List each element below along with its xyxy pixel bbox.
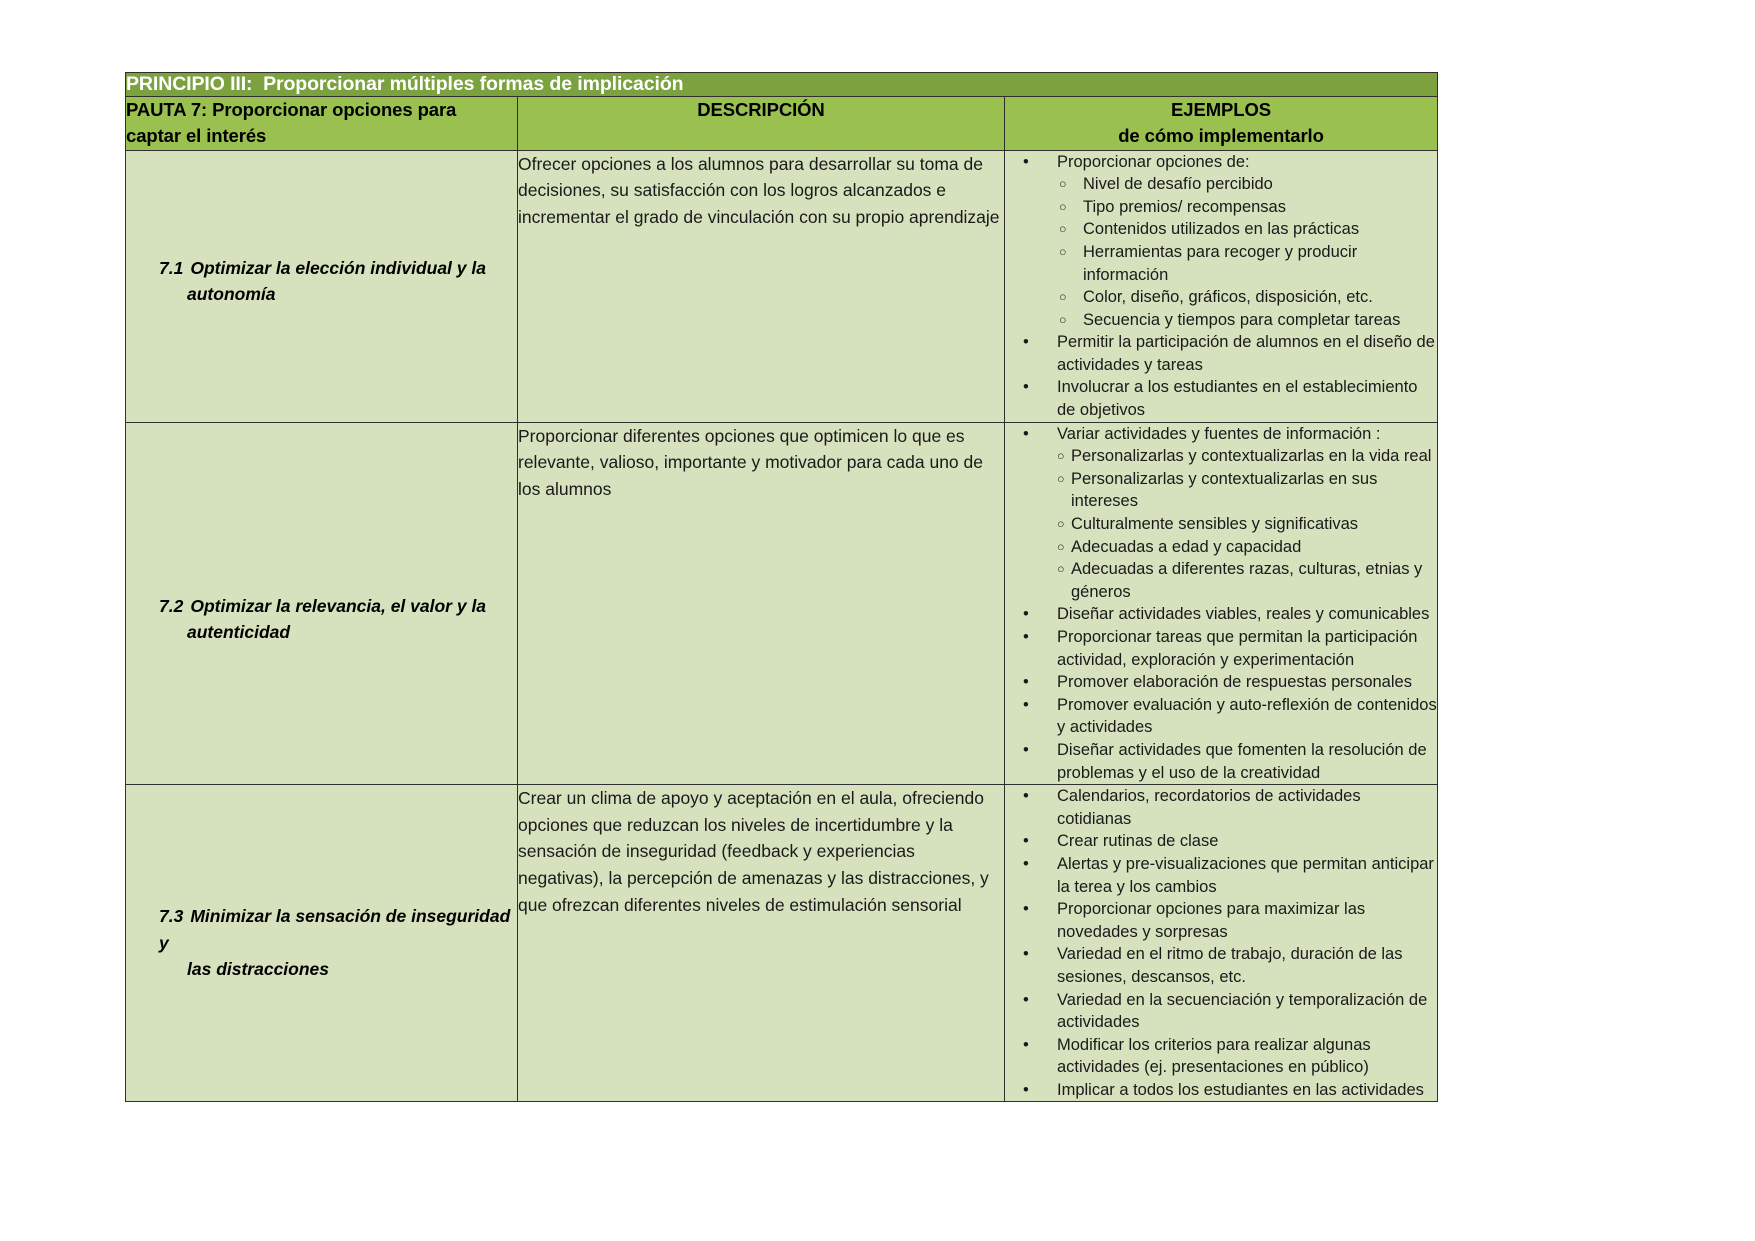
bullet-disc-icon: • <box>1023 832 1029 851</box>
list-item-text: Implicar a todos los estudiantes en las actividades <box>1057 1080 1424 1099</box>
bullet-circle-icon: ○ <box>1059 177 1067 192</box>
bullet-disc-icon: • <box>1023 1080 1029 1099</box>
ejemplos-list-7-1 <box>1005 151 1437 422</box>
list-item-text: Secuencia y tiempos para completar tareas <box>1083 310 1401 329</box>
ejemplos-cell-7-1 <box>1005 150 1438 422</box>
list-item-text: Adecuadas a edad y capacidad <box>1071 537 1302 556</box>
descripcion-text-7-1: Ofrecer opciones a los alumnos para desarrollar su toma de decisiones, su satisfacción con los logros alcanzados e incrementar el grado de vinculación con su propio aprendizaje <box>518 153 1000 227</box>
pauta-title-7-2-line1: Optimizar la relevancia, el valor y la <box>190 595 487 616</box>
list-item <box>1005 943 1437 988</box>
header-descripcion-label: DESCRIPCIÓN <box>697 99 825 120</box>
list-item-text: Promover elaboración de respuestas personales <box>1057 673 1412 692</box>
pauta-number-7-3: 7.3 <box>159 906 184 927</box>
list-item-text: Promover evaluación y auto-reflexión de contenidos y actividades <box>1057 695 1437 737</box>
list-item <box>1057 468 1437 513</box>
pauta-cell-7-1 <box>126 150 518 422</box>
header-cell-descripcion <box>518 97 1005 151</box>
bullet-circle-icon: ○ <box>1059 199 1067 214</box>
descripcion-cell-7-3 <box>518 785 1005 1102</box>
header-cell-ejemplos <box>1005 97 1438 151</box>
list-item <box>1005 785 1437 830</box>
list-item-text: Calendarios, recordatorios de actividades cotidianas <box>1057 787 1361 828</box>
list-item <box>1005 151 1437 332</box>
ejemplos-cell-7-2 <box>1005 422 1438 785</box>
table-title-row <box>126 73 1438 97</box>
bullet-circle-icon: ○ <box>1059 312 1067 327</box>
table-row <box>126 150 1438 422</box>
descripcion-text-7-2: Proporcionar diferentes opciones que optimicen lo que es relevante, valioso, importante y motivador para cada uno de los alumnos <box>518 425 983 499</box>
pauta-title-7-3-line2: las distracciones <box>187 959 330 980</box>
list-item <box>1057 445 1437 468</box>
bullet-disc-icon: • <box>1023 1035 1029 1054</box>
list-item-text: Permitir la participación de alumnos en el diseño de actividades y tareas <box>1057 333 1435 374</box>
pauta-number-7-1: 7.1 <box>159 257 184 278</box>
list-item-text: Proporcionar tareas que permitan la participación actividad, exploración y experimentación <box>1057 628 1418 669</box>
pauta-label-7-1 <box>126 255 517 308</box>
descripcion-text-7-3: Crear un clima de apoyo y aceptación en el aula, ofreciendo opciones que reduzcan los niveles de incertidumbre y la sensación de inseguridad (feedback y experiencias negativas), la percepción de amenazas y las distracciones, y que ofrezcan diferentes niveles de estimulación sensorial <box>518 788 989 915</box>
bullet-circle-icon: ○ <box>1059 244 1067 259</box>
list-item-text: Personalizarlas y contextualizarlas en la vida real <box>1071 447 1432 466</box>
pauta-number-7-2: 7.2 <box>159 595 184 616</box>
bullet-disc-icon: • <box>1023 605 1029 624</box>
list-item-text: Involucrar a los estudiantes en el establecimiento de objetivos <box>1057 378 1418 420</box>
list-item-text: Diseñar actividades que fomenten la resolución de problemas y el uso de la creatividad <box>1057 740 1427 782</box>
list-item <box>1005 739 1437 784</box>
list-item <box>1005 626 1437 671</box>
pauta-title-7-1-line2: autonomía <box>187 284 276 305</box>
list-item <box>1005 376 1437 421</box>
list-item <box>1005 830 1437 853</box>
list-item <box>1005 603 1437 626</box>
ejemplos-sublist <box>1057 173 1437 331</box>
pauta-cell-7-2 <box>126 422 518 785</box>
bullet-disc-icon: • <box>1023 695 1029 714</box>
bullet-disc-icon: • <box>1023 152 1029 171</box>
header-ejemplos-line2: de cómo implementarlo <box>1118 125 1324 147</box>
list-item <box>1057 536 1437 559</box>
pauta-title-7-2-line2: autenticidad <box>187 622 291 643</box>
list-item-text: Adecuadas a diferentes razas, culturas, etnias y géneros <box>1071 560 1423 601</box>
ejemplos-list-7-2 <box>1005 423 1437 785</box>
descripcion-cell-7-2 <box>518 422 1005 785</box>
bullet-circle-icon: ○ <box>1057 471 1065 486</box>
list-item <box>1057 309 1437 332</box>
bullet-disc-icon: • <box>1023 854 1029 873</box>
bullet-circle-icon: ○ <box>1057 539 1065 554</box>
list-item <box>1057 241 1437 286</box>
list-item-text: Alertas y pre-visualizaciones que permitan anticipar la terea y los cambios <box>1057 854 1434 896</box>
list-item-text: Herramientas para recoger y producir información <box>1083 242 1358 284</box>
list-item-text: Diseñar actividades viables, reales y comunicables <box>1057 605 1430 624</box>
list-item <box>1005 671 1437 694</box>
list-item-text: Variedad en la secuenciación y temporalización de actividades <box>1057 990 1428 1032</box>
page-title: PRINCIPIO III: Proporcionar múltiples formas de implicación <box>126 73 684 95</box>
bullet-circle-icon: ○ <box>1059 222 1067 237</box>
pauta-title-7-1-line1: Optimizar la elección individual y la <box>190 257 486 278</box>
list-item <box>1057 558 1437 603</box>
list-item-text: Contenidos utilizados en las prácticas <box>1083 220 1360 239</box>
list-item <box>1057 513 1437 536</box>
bullet-disc-icon: • <box>1023 787 1029 806</box>
pauta-title-7-3-line1: Minimizar la sensación de inseguridad y <box>159 906 511 953</box>
uda-principle-table <box>125 72 1438 1102</box>
list-item <box>1005 423 1437 604</box>
pauta-cell-7-3 <box>126 785 518 1102</box>
header-ejemplos-line1: EJEMPLOS <box>1171 99 1271 120</box>
list-item-text: Color, diseño, gráficos, disposición, etc. <box>1083 288 1373 307</box>
list-item <box>1005 331 1437 376</box>
bullet-circle-icon: ○ <box>1059 290 1067 305</box>
list-item <box>1057 173 1437 196</box>
bullet-disc-icon: • <box>1023 990 1029 1009</box>
list-item-text: Variar actividades y fuentes de información : <box>1057 424 1381 443</box>
list-item <box>1005 989 1437 1034</box>
list-item-text: Proporcionar opciones para maximizar las novedades y sorpresas <box>1057 900 1366 941</box>
header-cell-pauta <box>126 97 518 151</box>
bullet-disc-icon: • <box>1023 424 1029 443</box>
table-header-row <box>126 97 1438 151</box>
bullet-circle-icon: ○ <box>1057 517 1065 532</box>
list-item-text: Tipo premios/ recompensas <box>1083 197 1286 216</box>
bullet-disc-icon: • <box>1023 945 1029 964</box>
ejemplos-cell-7-3 <box>1005 785 1438 1102</box>
list-item-text: Proporcionar opciones de: <box>1057 152 1250 171</box>
table-row <box>126 785 1438 1102</box>
list-item <box>1057 218 1437 241</box>
descripcion-cell-7-1 <box>518 150 1005 422</box>
principle-title-cell <box>126 73 1438 97</box>
header-pauta-line2: captar el interés <box>126 125 267 147</box>
list-item-text: Nivel de desafío percibido <box>1083 175 1273 194</box>
bullet-circle-icon: ○ <box>1057 562 1065 577</box>
bullet-disc-icon: • <box>1023 740 1029 759</box>
ejemplos-sublist <box>1057 445 1437 603</box>
table-row <box>126 422 1438 785</box>
bullet-circle-icon: ○ <box>1057 449 1065 464</box>
list-item <box>1005 898 1437 943</box>
list-item <box>1005 1034 1437 1079</box>
list-item <box>1057 286 1437 309</box>
list-item-text: Culturalmente sensibles y significativas <box>1071 515 1359 534</box>
bullet-disc-icon: • <box>1023 900 1029 919</box>
list-item-text: Variedad en el ritmo de trabajo, duración de las sesiones, descansos, etc. <box>1057 945 1403 986</box>
list-item <box>1005 853 1437 898</box>
bullet-disc-icon: • <box>1023 628 1029 646</box>
bullet-disc-icon: • <box>1023 673 1029 692</box>
list-item-text: Personalizarlas y contextualizarlas en sus intereses <box>1071 469 1378 511</box>
ejemplos-list-7-3 <box>1005 785 1437 1101</box>
list-item <box>1005 1079 1437 1102</box>
bullet-disc-icon: • <box>1023 333 1029 352</box>
list-item <box>1005 694 1437 739</box>
pauta-label-7-3 <box>126 903 517 983</box>
header-pauta-line1: PAUTA 7: Proporcionar opciones para <box>126 99 457 120</box>
list-item-text: Crear rutinas de clase <box>1057 832 1219 851</box>
list-item-text: Modificar los criterios para realizar algunas actividades (ej. presentaciones en público) <box>1057 1035 1371 1077</box>
pauta-label-7-2 <box>126 593 517 646</box>
bullet-disc-icon: • <box>1023 378 1029 397</box>
list-item <box>1057 196 1437 219</box>
